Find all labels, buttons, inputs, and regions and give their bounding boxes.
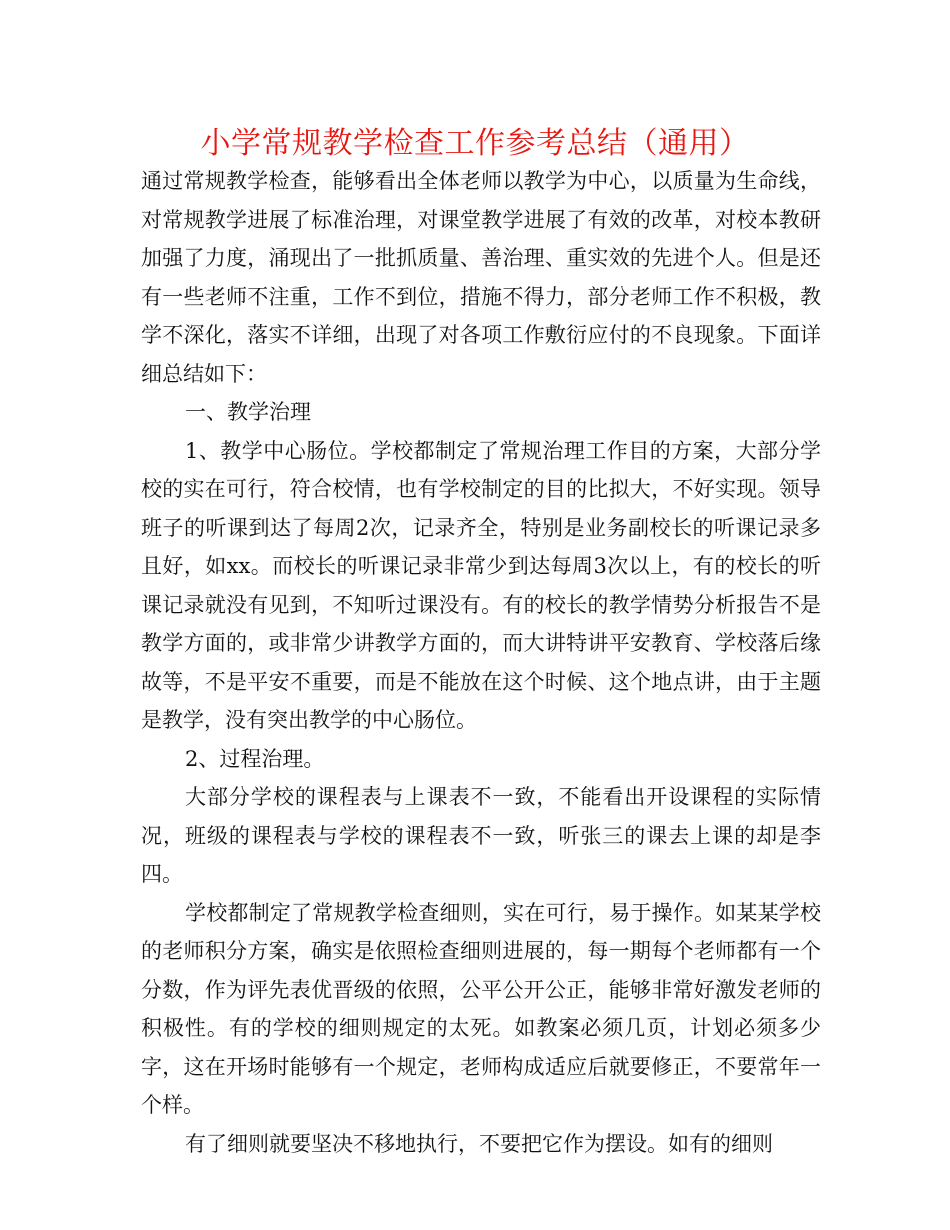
paragraph-enforcement: 有了细则就要坚决不移地执行，不要把它作为摆设。如有的细则 (185, 1131, 773, 1156)
paragraph-timetable: 大部分学校的课程表与上课表不一致，不能看出开设课程的实际情况，班级的课程表与学校的课程表不一致，听张三的课去上课的却是李四。 (141, 785, 821, 886)
section-heading-teaching-management: 一、教学治理 (185, 400, 311, 424)
document-title: 小学常规教学检查工作参考总结（通用） (200, 126, 750, 161)
paragraph-inspection-rules: 学校都制定了常规教学检查细则，实在可行，易于操作。如某某学校的老师积分方案，确实是依照检查细则进展的，每一期每个老师都有一个分数，作为评先表优晋级的依照，公平公开公正，能够非常好激发老师的积极性。有的学校的细则规定的太死。如教案必须几页，计划必须多少字，这在开场时能够有一个规定，老师构成适应后就要修正，不要常年一个样。 (141, 900, 821, 1117)
paragraph-intro: 通过常规教学检查，能够看出全体老师以教学为中心，以质量为生命线，对常规教学进展了标准治理，对课堂教学进展了有效的改革，对校本教研加强了力度，涌现出了一批抓质量、善治理、重实效的先进个人。但是还有一些老师不注重，工作不到位，措施不得力，部分老师工作不积极，教学不深化，落实不详细，出现了对各项工作敷衍应付的不良现象。下面详细总结如下： (141, 169, 821, 386)
paragraph-teaching-center: 1、教学中心肠位。学校都制定了常规治理工作目的方案，大部分学校的实在可行，符合校情，也有学校制定的目的比拟大，不好实现。领导班子的听课到达了每周2次，记录齐全，特别是业务副校长的听课记录多且好，如xx。而校长的听课记录非常少到达每周3次以上，有的校长的听课记录就没有见到，不知听过课没有。有的校长的教学情势分析报告不是教学方面的，或非常少讲教学方面的，而大讲特讲平安教育、学校落后缘故等，不是平安不重要，而是不能放在这个时候、这个地点讲，由于主题是教学，没有突出教学的中心肠位。 (141, 438, 821, 732)
document-body (141, 162, 821, 1163)
section-heading-process-management: 2、过程治理。 (185, 746, 325, 771)
